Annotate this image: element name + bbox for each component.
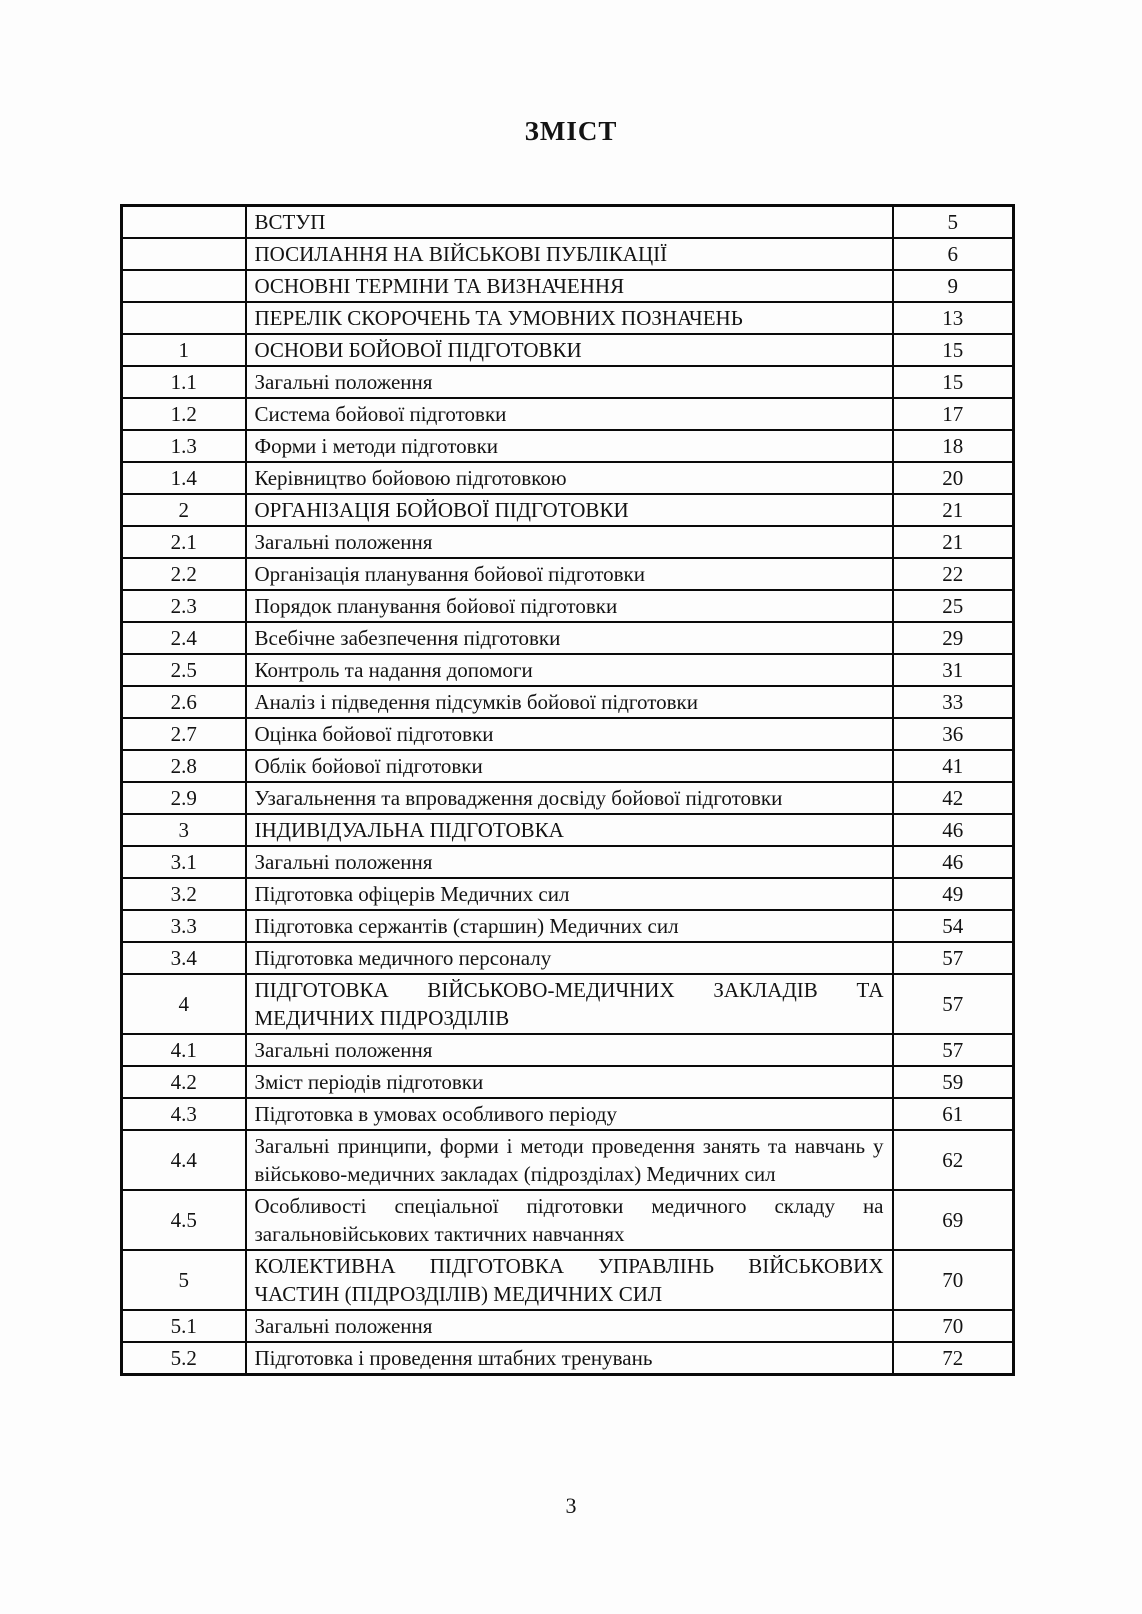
toc-row-number: 1 <box>122 334 246 366</box>
toc-row <box>122 814 1014 846</box>
toc-row-title: Оцінка бойової підготовки <box>246 718 893 750</box>
toc-row-page: 25 <box>893 590 1014 622</box>
toc-row-title: Загальні положення <box>246 1034 893 1066</box>
toc-row <box>122 1250 1014 1310</box>
toc-row-title: Підготовка сержантів (старшин) Медичних сил <box>246 910 893 942</box>
toc-row-number: 1.1 <box>122 366 246 398</box>
toc-row-title: Система бойової підготовки <box>246 398 893 430</box>
toc-row <box>122 846 1014 878</box>
toc-row <box>122 430 1014 462</box>
toc-row-number: 3.4 <box>122 942 246 974</box>
toc-row-number: 4.3 <box>122 1098 246 1130</box>
toc-row-number: 4.2 <box>122 1066 246 1098</box>
toc-row-number <box>122 302 246 334</box>
toc-row <box>122 334 1014 366</box>
toc-row-title: Аналіз і підведення підсумків бойової підготовки <box>246 686 893 718</box>
toc-row-number: 3 <box>122 814 246 846</box>
toc-row-number: 1.3 <box>122 430 246 462</box>
toc-row <box>122 590 1014 622</box>
toc-row-number: 5 <box>122 1250 246 1310</box>
toc-row-number: 2.6 <box>122 686 246 718</box>
toc-row-number: 3.3 <box>122 910 246 942</box>
toc-row <box>122 1130 1014 1190</box>
toc-row-page: 41 <box>893 750 1014 782</box>
toc-row <box>122 1034 1014 1066</box>
toc-row <box>122 750 1014 782</box>
toc-row-title: Контроль та надання допомоги <box>246 654 893 686</box>
toc-row-number <box>122 270 246 302</box>
toc-row-number: 2.3 <box>122 590 246 622</box>
toc-row-title: Підготовка і проведення штабних тренувань <box>246 1342 893 1375</box>
toc-row-number: 2.2 <box>122 558 246 590</box>
toc-row <box>122 974 1014 1034</box>
toc-row <box>122 1190 1014 1250</box>
toc-row-page: 15 <box>893 366 1014 398</box>
toc-row-page: 17 <box>893 398 1014 430</box>
toc-row-number: 4.5 <box>122 1190 246 1250</box>
toc-row-number: 2.5 <box>122 654 246 686</box>
toc-row <box>122 558 1014 590</box>
toc-row-page: 70 <box>893 1250 1014 1310</box>
toc-row-page: 21 <box>893 526 1014 558</box>
toc-row-number: 5.1 <box>122 1310 246 1342</box>
toc-row <box>122 782 1014 814</box>
toc-row-title: Зміст періодів підготовки <box>246 1066 893 1098</box>
toc-row-title: ОСНОВНІ ТЕРМІНИ ТА ВИЗНАЧЕННЯ <box>246 270 893 302</box>
toc-row-page: 6 <box>893 238 1014 270</box>
toc-row-page: 33 <box>893 686 1014 718</box>
toc-row-number: 4.1 <box>122 1034 246 1066</box>
toc-row <box>122 1098 1014 1130</box>
toc-table-body <box>122 206 1014 1375</box>
toc-row-title: ПІДГОТОВКА ВІЙСЬКОВО-МЕДИЧНИХ ЗАКЛАДІВ ТА МЕДИЧНИХ ПІДРОЗДІЛІВ <box>246 974 893 1034</box>
toc-row <box>122 654 1014 686</box>
toc-row-title: Загальні положення <box>246 1310 893 1342</box>
toc-row <box>122 718 1014 750</box>
toc-row-number: 2 <box>122 494 246 526</box>
toc-row-number: 2.1 <box>122 526 246 558</box>
toc-row <box>122 942 1014 974</box>
toc-table <box>120 204 1015 1376</box>
toc-row-title: Загальні положення <box>246 526 893 558</box>
toc-row-page: 57 <box>893 942 1014 974</box>
toc-row <box>122 462 1014 494</box>
toc-row <box>122 622 1014 654</box>
toc-row-page: 54 <box>893 910 1014 942</box>
toc-row-number: 1.2 <box>122 398 246 430</box>
toc-row <box>122 398 1014 430</box>
toc-row-page: 22 <box>893 558 1014 590</box>
toc-row-title: КОЛЕКТИВНА ПІДГОТОВКА УПРАВЛІНЬ ВІЙСЬКОВИХ ЧАСТИН (ПІДРОЗДІЛІВ) МЕДИЧНИХ СИЛ <box>246 1250 893 1310</box>
toc-row-page: 15 <box>893 334 1014 366</box>
toc-row-number: 4.4 <box>122 1130 246 1190</box>
toc-row-page: 69 <box>893 1190 1014 1250</box>
toc-row <box>122 1066 1014 1098</box>
toc-row-number <box>122 238 246 270</box>
toc-row-number <box>122 206 246 239</box>
toc-row-number: 5.2 <box>122 1342 246 1375</box>
toc-row <box>122 1310 1014 1342</box>
toc-row-number: 3.1 <box>122 846 246 878</box>
toc-row-title: Порядок планування бойової підготовки <box>246 590 893 622</box>
toc-row-page: 42 <box>893 782 1014 814</box>
toc-row-page: 9 <box>893 270 1014 302</box>
toc-row-title: Загальні положення <box>246 366 893 398</box>
toc-row-page: 62 <box>893 1130 1014 1190</box>
toc-row-page: 13 <box>893 302 1014 334</box>
toc-row-page: 49 <box>893 878 1014 910</box>
toc-row-number: 3.2 <box>122 878 246 910</box>
toc-row-title: Форми і методи підготовки <box>246 430 893 462</box>
toc-row-number: 2.8 <box>122 750 246 782</box>
toc-row-page: 21 <box>893 494 1014 526</box>
toc-row-title: ВСТУП <box>246 206 893 239</box>
toc-row <box>122 366 1014 398</box>
toc-row-title: Підготовка в умовах особливого періоду <box>246 1098 893 1130</box>
toc-row-title: Загальні принципи, форми і методи проведення занять та навчань у військово-медичних закладах (підрозділах) Медичних сил <box>246 1130 893 1190</box>
toc-row <box>122 270 1014 302</box>
toc-row-page: 18 <box>893 430 1014 462</box>
toc-row-page: 36 <box>893 718 1014 750</box>
toc-row-page: 29 <box>893 622 1014 654</box>
footer-page-number: 3 <box>565 1493 577 1518</box>
toc-row-title: ОСНОВИ БОЙОВОЇ ПІДГОТОВКИ <box>246 334 893 366</box>
toc-row-number: 2.4 <box>122 622 246 654</box>
toc-row-title: Облік бойової підготовки <box>246 750 893 782</box>
toc-row-number: 1.4 <box>122 462 246 494</box>
toc-row-page: 72 <box>893 1342 1014 1375</box>
toc-row-title: Підготовка офіцерів Медичних сил <box>246 878 893 910</box>
toc-row <box>122 302 1014 334</box>
toc-row-title: ІНДИВІДУАЛЬНА ПІДГОТОВКА <box>246 814 893 846</box>
toc-row <box>122 686 1014 718</box>
toc-row <box>122 526 1014 558</box>
page-title: ЗМІСТ <box>524 116 618 146</box>
toc-row-page: 20 <box>893 462 1014 494</box>
toc-row <box>122 878 1014 910</box>
toc-row-title: Особливості спеціальної підготовки медичного складу на загальновійськових тактичних навчаннях <box>246 1190 893 1250</box>
toc-row-number: 4 <box>122 974 246 1034</box>
toc-row <box>122 910 1014 942</box>
toc-row-title: ПОСИЛАННЯ НА ВІЙСЬКОВІ ПУБЛІКАЦІЇ <box>246 238 893 270</box>
toc-row-page: 31 <box>893 654 1014 686</box>
toc-row-page: 5 <box>893 206 1014 239</box>
toc-row-title: ОРГАНІЗАЦІЯ БОЙОВОЇ ПІДГОТОВКИ <box>246 494 893 526</box>
toc-row-page: 57 <box>893 974 1014 1034</box>
toc-row <box>122 1342 1014 1375</box>
toc-row-title: Організація планування бойової підготовки <box>246 558 893 590</box>
toc-row-number: 2.7 <box>122 718 246 750</box>
toc-row <box>122 206 1014 239</box>
toc-row-title: ПЕРЕЛІК СКОРОЧЕНЬ ТА УМОВНИХ ПОЗНАЧЕНЬ <box>246 302 893 334</box>
toc-row-number: 2.9 <box>122 782 246 814</box>
toc-row-page: 57 <box>893 1034 1014 1066</box>
toc-row-title: Керівництво бойовою підготовкою <box>246 462 893 494</box>
toc-row-page: 59 <box>893 1066 1014 1098</box>
toc-row-title: Узагальнення та впровадження досвіду бойової підготовки <box>246 782 893 814</box>
toc-row-page: 46 <box>893 814 1014 846</box>
toc-row <box>122 494 1014 526</box>
toc-row-title: Всебічне забезпечення підготовки <box>246 622 893 654</box>
toc-row <box>122 238 1014 270</box>
toc-row-title: Загальні положення <box>246 846 893 878</box>
toc-row-page: 46 <box>893 846 1014 878</box>
toc-row-title: Підготовка медичного персоналу <box>246 942 893 974</box>
toc-row-page: 61 <box>893 1098 1014 1130</box>
toc-row-page: 70 <box>893 1310 1014 1342</box>
